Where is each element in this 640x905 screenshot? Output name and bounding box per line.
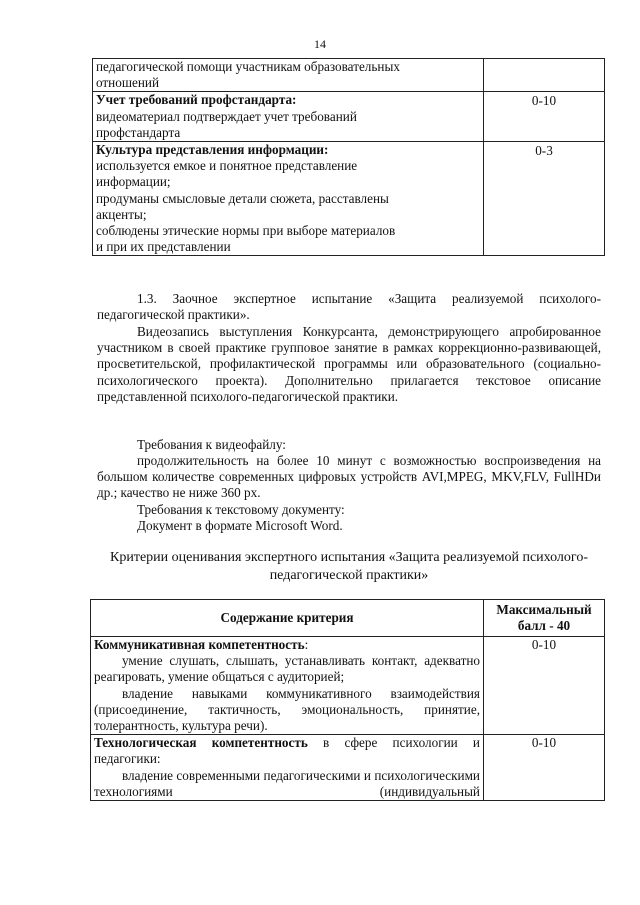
criteria-title: Критерии оценивания экспертного испытания «Защита реализуемой психолого-педагогической практики» [110, 550, 588, 583]
description-paragraph: Видеозапись выступления Конкурсанта, демонстрирующего апробированное участником в своей практике групповое занятие в рамках коррекционно-развивающей, просветительской, профилактической программы или образовательного (социально-психологического проекта). Дополнительно прилагается текстовое описание представленной психолого-педагогической практики. [97, 324, 601, 404]
criterion-cell [91, 637, 484, 735]
table-row [91, 735, 605, 801]
header-max-score: Максимальный балл - 40 [484, 600, 605, 637]
criterion-title: Технологическая компетентность [94, 735, 308, 751]
criterion-text: отношений [96, 75, 160, 91]
criterion-cell [93, 59, 484, 92]
criteria-table-continued [92, 58, 605, 256]
table-row [93, 59, 605, 92]
criterion-title-suffix: в сфере психологии и педагогики: [94, 735, 480, 767]
criterion-text: видеоматериал подтверждает учет требований [96, 108, 357, 124]
criteria-table [90, 599, 605, 801]
criterion-text: акценты; [96, 206, 147, 222]
criterion-item: владение навыками коммуникативного взаимодействия (присоединение, тактичность, эмоциональность, принятие, толерантность, культура речи). [94, 685, 480, 734]
criterion-item: умение слушать, слышать, устанавливать контакт, адекватно реагировать, умение общаться с аудиторией; [94, 653, 480, 685]
table-row [93, 142, 605, 256]
header-content: Содержание критерия [91, 600, 484, 637]
score-cell: 0-10 [484, 92, 605, 142]
criterion-text: профстандарта [96, 124, 181, 140]
score-cell: 0-10 [484, 735, 605, 801]
criterion-text: соблюдены этические нормы при выборе материалов [96, 223, 396, 239]
text-requirements-label: Требования к текстовому документу: [137, 502, 345, 517]
section-heading-paragraph: 1.3. Заочное экспертное испытание «Защита реализуемой психолого-педагогической практики». [97, 291, 601, 323]
page-number: 14 [314, 37, 326, 51]
table-header-row [91, 600, 605, 637]
criterion-title-suffix: : [304, 637, 309, 652]
criterion-cell [93, 142, 484, 256]
criterion-text: педагогической помощи участникам образовательных [96, 59, 400, 74]
criterion-item: владение современными педагогическими и психологическими технологиями (индивидуальный [94, 767, 480, 799]
video-requirements-text: продолжительность на более 10 минут с возможностью воспроизведения на большом количестве современных цифровых устройств AVI,MPEG, MKV,FLV, FullHDи др.; качество не ниже 360 px. [97, 453, 601, 501]
criterion-text: используется емкое и понятное представление [96, 158, 358, 174]
criterion-title: Коммуникативная компетентность [94, 637, 305, 652]
score-cell: 0-10 [484, 637, 605, 735]
criterion-text: продуманы смысловые детали сюжета, расставлены [96, 190, 389, 206]
criterion-cell [91, 735, 484, 801]
criterion-cell [93, 92, 484, 142]
table-row [91, 637, 605, 735]
video-requirements-label: Требования к видеофайлу: [137, 437, 286, 452]
score-cell [484, 59, 605, 92]
score-cell: 0-3 [484, 142, 605, 256]
table-row [93, 92, 605, 142]
criterion-text: и при их представлении [96, 239, 231, 255]
criterion-title: Учет требований профстандарта: [96, 92, 297, 108]
criterion-title: Культура представления информации: [96, 142, 329, 158]
criterion-text: информации; [96, 174, 171, 190]
text-requirements-text: Документ в формате Microsoft Word. [137, 518, 343, 533]
